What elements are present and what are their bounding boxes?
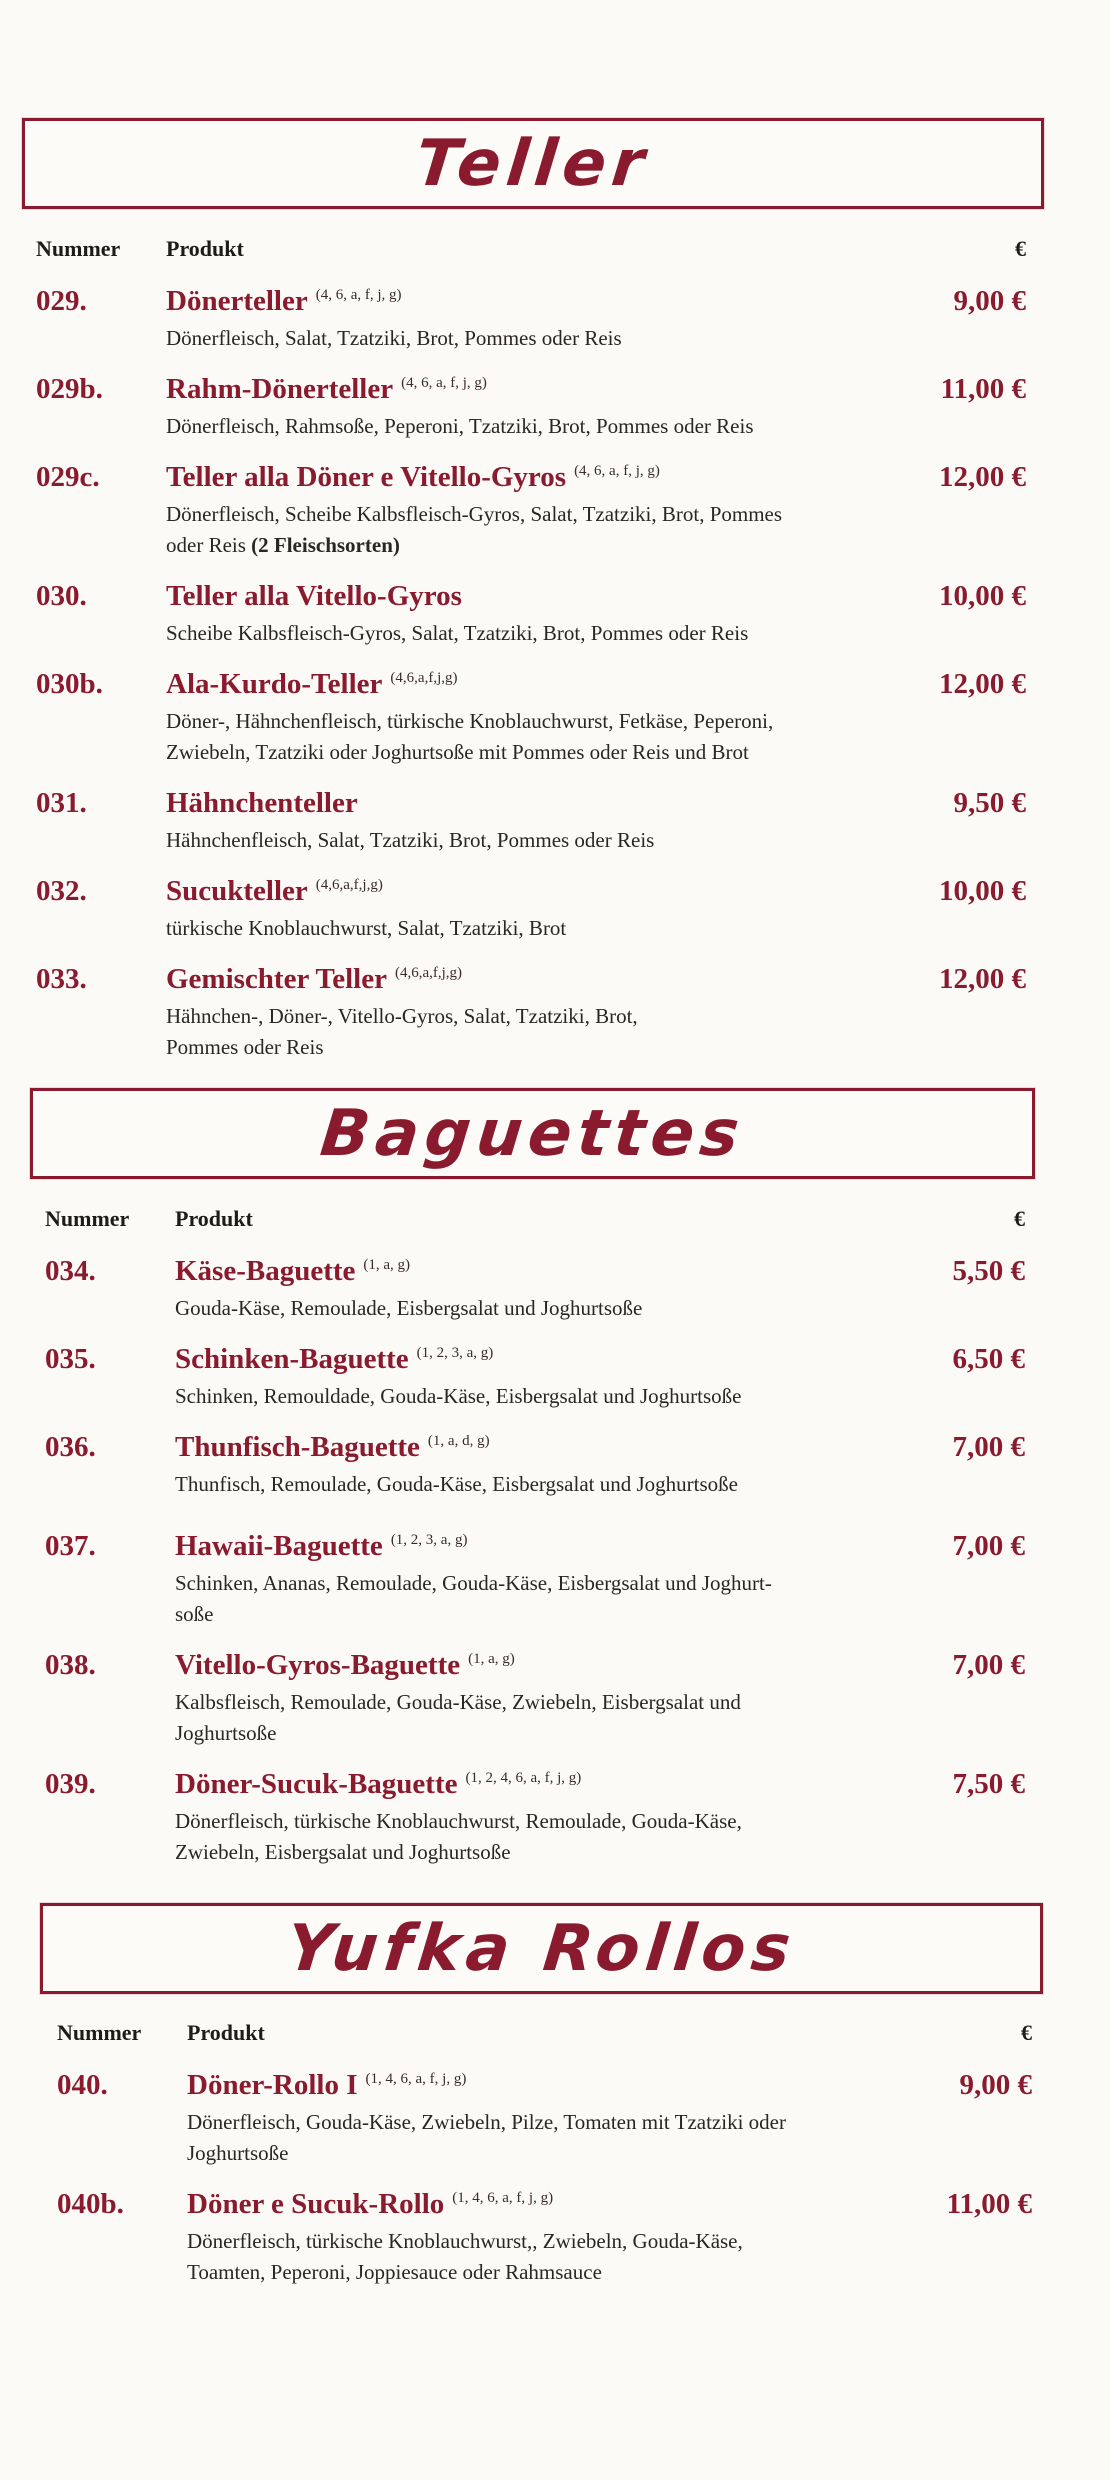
item-name: Ala-Kurdo-Teller $^{(4,6,a,f,j,g)}$ xyxy=(166,668,458,700)
product-header: Produkt xyxy=(175,1206,253,1231)
item-number: 040b. xyxy=(57,2188,124,2220)
item-number: 036. xyxy=(45,1431,96,1463)
item-number: 035. xyxy=(45,1343,96,1375)
item-name: Dönerteller $^{(4, 6, a, f, j, g)}$ xyxy=(166,285,402,317)
product-header: Produkt xyxy=(166,236,244,261)
item-description: Hähnchen-, Döner-, Vitello-Gyros, Salat, Tzatziki, Brot, xyxy=(166,1004,638,1028)
item-name: Thunfisch-Baguette $^{(1, a, d, g)}$ xyxy=(175,1431,490,1463)
section-banner-baguettes xyxy=(30,1088,1035,1179)
item-number: 034. xyxy=(45,1255,96,1287)
item-number: 037. xyxy=(45,1530,96,1562)
item-number: 029b. xyxy=(36,373,103,405)
section-baguettes xyxy=(45,1200,1025,1880)
number-header: Nummer xyxy=(36,236,121,261)
item-price: 5,50 € xyxy=(952,1255,1025,1287)
item-number: 032. xyxy=(36,875,87,907)
number-header: Nummer xyxy=(45,1206,130,1231)
item-allergens: (1, 2, 4, 6, a, f, j, g) xyxy=(465,1770,582,1787)
item-description: Scheibe Kalbsfleisch-Gyros, Salat, Tzatziki, Brot, Pommes oder Reis xyxy=(166,621,749,645)
item-name: Gemischter Teller $^{(4,6,a,f,j,g)}$ xyxy=(166,963,463,995)
item-price: 9,00 € xyxy=(959,2069,1032,2101)
item-name: Teller alla Döner e Vitello-Gyros $^{(4, 6, a, f, j, g)}$ xyxy=(166,461,660,493)
item-name: Käse-Baguette $^{(1, a, g)}$ xyxy=(175,1255,411,1287)
item-price: 10,00 € xyxy=(939,580,1026,612)
item-name: Rahm-Dönerteller $^{(4, 6, a, f, j, g)}$ xyxy=(166,373,487,405)
item-description-line2: Zwiebeln, Eisbergsalat und Joghurtsoße xyxy=(175,1840,511,1864)
item-description: Dönerfleisch, türkische Knoblauchwurst, Remoulade, Gouda-Käse, xyxy=(175,1809,742,1833)
item-name: Vitello-Gyros-Baguette $^{(1, a, g)}$ xyxy=(175,1649,515,1681)
item-price: 12,00 € xyxy=(939,963,1026,995)
item-name: Hähnchenteller xyxy=(166,787,358,819)
item-description: Kalbsfleisch, Remoulade, Gouda-Käse, Zwiebeln, Eisbergsalat und xyxy=(175,1690,741,1714)
item-number: 033. xyxy=(36,963,87,995)
item-number: 030b. xyxy=(36,668,103,700)
item-description: Dönerfleisch, Gouda-Käse, Zwiebeln, Pilze, Tomaten mit Tzatziki oder xyxy=(187,2110,786,2134)
section-yufka-rollos xyxy=(57,2014,1032,2304)
item-description: türkische Knoblauchwurst, Salat, Tzatziki, Brot xyxy=(166,916,567,940)
item-description: Schinken, Remouldade, Gouda-Käse, Eisbergsalat und Joghurtsoße xyxy=(175,1384,742,1408)
item-number: 030. xyxy=(36,580,87,612)
item-number: 029c. xyxy=(36,461,100,493)
product-header: Produkt xyxy=(187,2020,265,2045)
item-price: 9,50 € xyxy=(953,787,1026,819)
item-allergens: (4,6,a,f,j,g) xyxy=(315,877,383,894)
section-title: Yufka Rollos xyxy=(283,1911,800,1986)
item-allergens: (4, 6, a, f, j, g) xyxy=(574,463,660,480)
item-number: 039. xyxy=(45,1768,96,1800)
item-name: Schinken-Baguette $^{(1, 2, 3, a, g)}$ xyxy=(175,1343,494,1375)
item-price: 7,50 € xyxy=(952,1768,1025,1800)
section-teller xyxy=(36,230,1026,1060)
item-allergens: (1, 4, 6, a, f, j, g) xyxy=(452,2190,554,2207)
item-price: 11,00 € xyxy=(940,373,1026,405)
item-allergens: (4,6,a,f,j,g) xyxy=(394,965,463,982)
item-number: 029. xyxy=(36,285,87,317)
item-allergens: (1, a, d, g) xyxy=(427,1433,490,1450)
currency-header: € xyxy=(1015,236,1026,261)
item-name: Döner-Sucuk-Baguette $^{(1, 2, 4, 6, a, f, j, g)}$ xyxy=(175,1768,582,1800)
item-price: 10,00 € xyxy=(939,875,1026,907)
item-description: Thunfisch, Remoulade, Gouda-Käse, Eisbergsalat und Joghurtsoße xyxy=(175,1472,738,1496)
item-number: 040. xyxy=(57,2069,108,2101)
currency-header: € xyxy=(1021,2020,1032,2045)
section-title: Teller xyxy=(412,126,654,201)
item-description-line2: Zwiebeln, Tzatziki oder Joghurtsoße mit Pommes oder Reis und Brot xyxy=(166,740,749,764)
section-title: Baguettes xyxy=(316,1096,749,1171)
item-description-line2: oder Reis (2 Fleischsorten) xyxy=(166,533,400,557)
item-description-line2: Joghurtsoße xyxy=(187,2141,289,2165)
item-description: Gouda-Käse, Remoulade, Eisbergsalat und Joghurtsoße xyxy=(175,1296,643,1320)
item-description-line2: Joghurtsoße xyxy=(175,1721,277,1745)
item-name: Teller alla Vitello-Gyros xyxy=(166,580,462,612)
item-description: Dönerfleisch, Scheibe Kalbsfleisch-Gyros, Salat, Tzatziki, Brot, Pommes xyxy=(166,502,783,526)
item-allergens: (1, a, g) xyxy=(468,1651,515,1668)
item-number: 038. xyxy=(45,1649,96,1681)
item-price: 7,00 € xyxy=(952,1431,1025,1463)
item-price: 6,50 € xyxy=(952,1343,1025,1375)
item-allergens: (1, 4, 6, a, f, j, g) xyxy=(365,2071,467,2088)
item-price: 7,00 € xyxy=(952,1530,1025,1562)
item-price: 12,00 € xyxy=(939,668,1026,700)
item-description: Dönerfleisch, Salat, Tzatziki, Brot, Pommes oder Reis xyxy=(166,326,622,350)
item-number: 031. xyxy=(36,787,87,819)
item-allergens: (4, 6, a, f, j, g) xyxy=(401,375,487,392)
item-name: Döner-Rollo I $^{(1, 4, 6, a, f, j, g)}$ xyxy=(187,2069,467,2101)
item-allergens: (1, 2, 3, a, g) xyxy=(390,1532,468,1549)
item-description-line2: Pommes oder Reis xyxy=(166,1035,324,1059)
section-banner-yufka-rollos xyxy=(40,1903,1043,1994)
item-name: Hawaii-Baguette $^{(1, 2, 3, a, g)}$ xyxy=(175,1530,468,1562)
item-name: Sucukteller $^{(4,6,a,f,j,g)}$ xyxy=(166,875,383,907)
item-description-line2: soße xyxy=(175,1602,214,1626)
currency-header: € xyxy=(1014,1206,1025,1231)
item-name: Döner e Sucuk-Rollo $^{(1, 4, 6, a, f, j, g)}$ xyxy=(187,2188,554,2220)
section-banner-teller xyxy=(22,118,1044,209)
item-description: Hähnchenfleisch, Salat, Tzatziki, Brot, Pommes oder Reis xyxy=(166,828,655,852)
item-description: Schinken, Ananas, Remoulade, Gouda-Käse, Eisbergsalat und Joghurt- xyxy=(175,1571,772,1595)
item-price: 12,00 € xyxy=(939,461,1026,493)
item-allergens: (1, a, g) xyxy=(363,1257,411,1274)
item-allergens: (4, 6, a, f, j, g) xyxy=(315,287,402,304)
item-description: Dönerfleisch, Rahmsoße, Peperoni, Tzatziki, Brot, Pommes oder Reis xyxy=(166,414,754,438)
item-allergens: (1, 2, 3, a, g) xyxy=(416,1345,494,1362)
item-price: 9,00 € xyxy=(953,285,1026,317)
item-price: 11,00 € xyxy=(946,2188,1032,2220)
item-description-line2: Toamten, Peperoni, Joppiesauce oder Rahmsauce xyxy=(187,2260,602,2284)
item-description: Dönerfleisch, türkische Knoblauchwurst,, Zwiebeln, Gouda-Käse, xyxy=(187,2229,743,2253)
item-description: Döner-, Hähnchenfleisch, türkische Knoblauchwurst, Fetkäse, Peperoni, xyxy=(166,709,774,733)
number-header: Nummer xyxy=(57,2020,142,2045)
item-price: 7,00 € xyxy=(952,1649,1025,1681)
item-allergens: (4,6,a,f,j,g) xyxy=(390,670,458,687)
